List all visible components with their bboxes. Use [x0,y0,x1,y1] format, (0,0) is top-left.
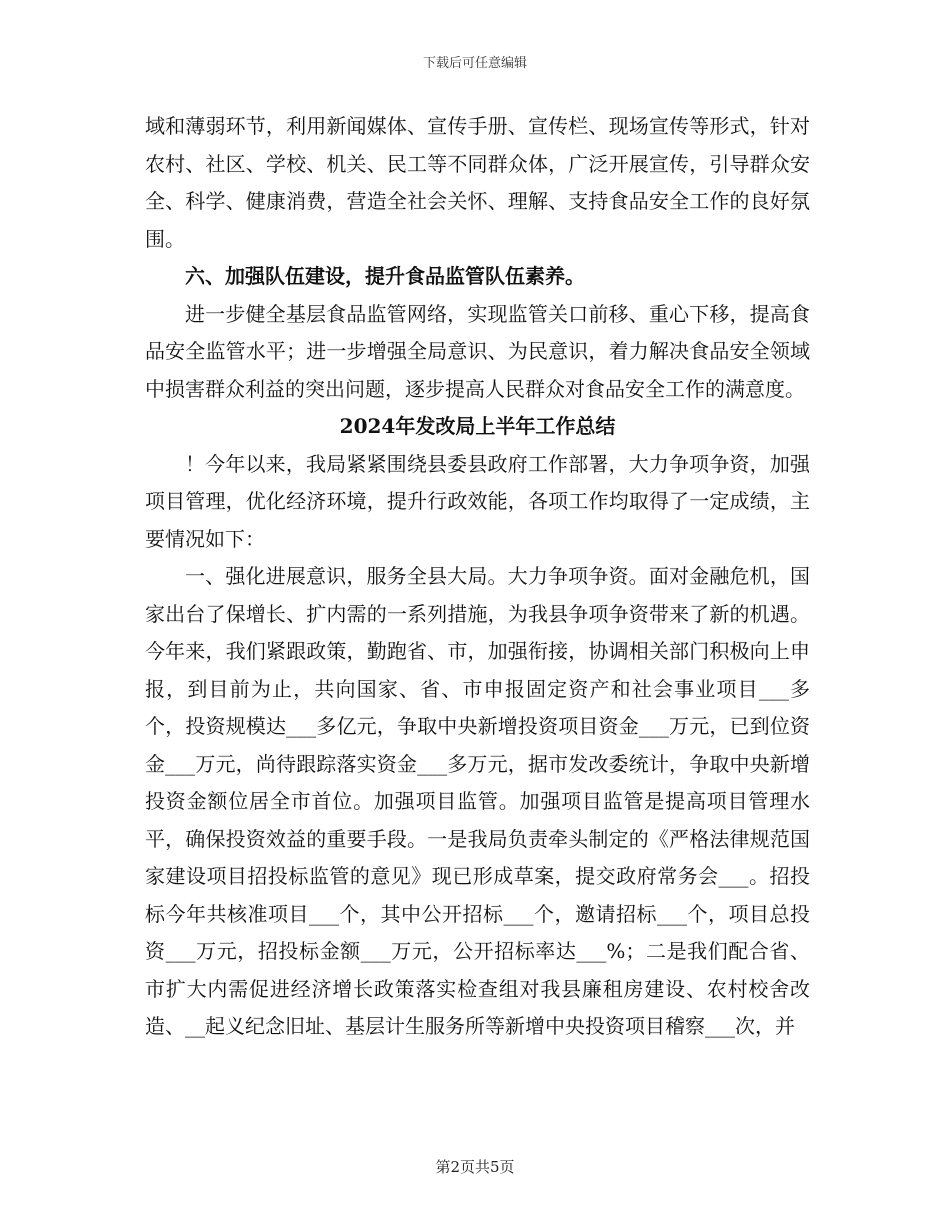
paragraph-section-one: 一、强化进展意识，服务全县大局。大力争项争资。面对金融危机，国家出台了保增长、扩内需的一系列措施，为我县争项争资带来了新的机遇。今年来，我们紧跟政策，勤跑省、市，加强衔接，协调相关部门积极向上申报，到目前为止，共向国家、省、市申报固定资产和社会事业项目___多个，投资规模达___多亿元，争取中央新增投资项目资金___万元，已到位资金___万元，尚待跟踪落实资金___多万元，据市发改委统计，争取中央新增投资金额位居全市首位。加强项目监管。加强项目监管是提高项目管理水平，确保投资效益的重要手段。一是我局负责牵头制定的《严格法律规范国家建设项目招投标监管的意见》现已形成草案，提交政府常务会___。招投标今年共核准项目___个，其中公开招标___个，邀请招标___个，项目总投资___万元，招投标金额___万元，公开招标率达___%；二是我们配合省、市扩大内需促进经济增长政策落实检查组对我县廉租房建设、农村校舍改造、__起义纪念旧址、基层计生服务所等新增中央投资项目稽察___次，并 [145,564,810,1038]
page-header: 下载后可任意编辑 [422,56,527,71]
section-heading-six: 六、加强队伍建设，提升食品监管队伍素养。 [185,264,585,288]
document-title: 2024年发改局上半年工作总结 [339,414,616,438]
page-footer: 第2页共5页 [435,1158,515,1176]
paragraph-continuation: 域和薄弱环节，利用新闻媒体、宣传手册、宣传栏、现场宣传等形式，针对农村、社区、学校、机关、民工等不同群众体，广泛开展宣传，引导群众安全、科学、健康消费，营造全社会关怀、理解、支持食品安全工作的良好氛围。 [145,114,810,251]
document-body [145,108,810,1046]
paragraph-intro: ！今年以来，我局紧紧围绕县委县政府工作部署，大力争项争资，加强项目管理，优化经济环境，提升行政效能，各项工作均取得了一定成绩，主要情况如下： [145,451,810,551]
paragraph-team-building: 进一步健全基层食品监管网络，实现监管关口前移、重心下移，提高食品安全监管水平；进一步增强全局意识、为民意识，着力解决食品安全领域中损害群众利益的突出问题，逐步提高人民群众对食品安全工作的满意度。 [145,301,810,401]
